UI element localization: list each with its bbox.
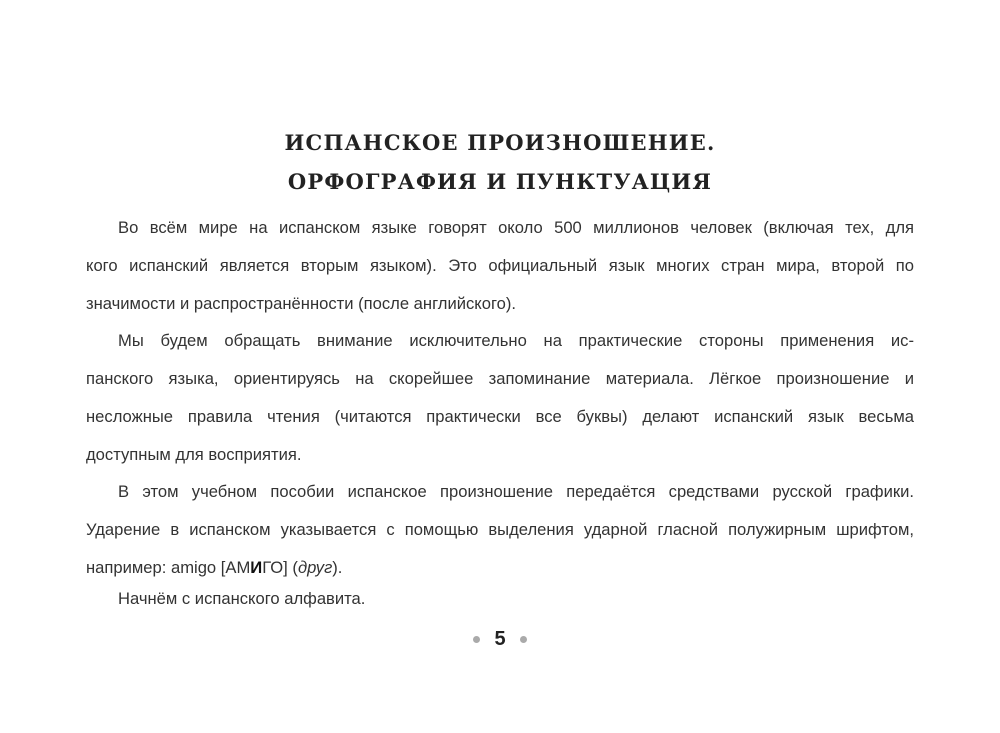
stressed-vowel: И (250, 558, 263, 577)
paragraph-2-line: несложные правила чтения (читаются практически все буквы) делают испанский язык весьма (86, 407, 914, 426)
example-middle: ГО] ( (262, 558, 298, 577)
paragraph-2-line: панского языка, ориентируясь на скорейшее запоминание материала. Лёгкое произношение и (86, 369, 914, 388)
example-translation: друг (297, 558, 333, 577)
dot-left-icon (473, 636, 480, 643)
heading-line-2: ОРФОГРАФИЯ И ПУНКТУАЦИЯ (287, 169, 713, 194)
example-suffix: ). (332, 558, 343, 577)
page-footer (0, 628, 1000, 651)
paragraph-2-line: Мы будем обращать внимание исключительно на практические стороны применения ис- (118, 331, 914, 350)
page-number: 5 (494, 628, 506, 650)
example-line (86, 558, 914, 578)
paragraph-1-line: значимости и распространённости (после английского). (86, 294, 517, 313)
paragraph-3-line: В этом учебном пособии испанское произношение передаётся средствами русской графики. (118, 482, 914, 501)
example-prefix: например: amigo [АМ (86, 558, 251, 577)
paragraph-1-line: кого испанский является вторым языком). Это официальный язык многих стран мира, второй по (86, 256, 914, 275)
heading-line-1: ИСПАНСКОЕ ПРОИЗНОШЕНИЕ. (284, 130, 716, 155)
paragraph-1-line: Во всём мире на испанском языке говорят около 500 миллионов человек (включая тех, для (118, 218, 914, 237)
paragraph-2-line: доступным для восприятия. (86, 445, 302, 464)
dot-right-icon (520, 636, 527, 643)
paragraph-3-line: Ударение в испанском указывается с помощью выделения ударной гласной полужирным шрифтом, (86, 520, 914, 539)
paragraph-4-line: Начнём с испанского алфавита. (118, 589, 366, 608)
